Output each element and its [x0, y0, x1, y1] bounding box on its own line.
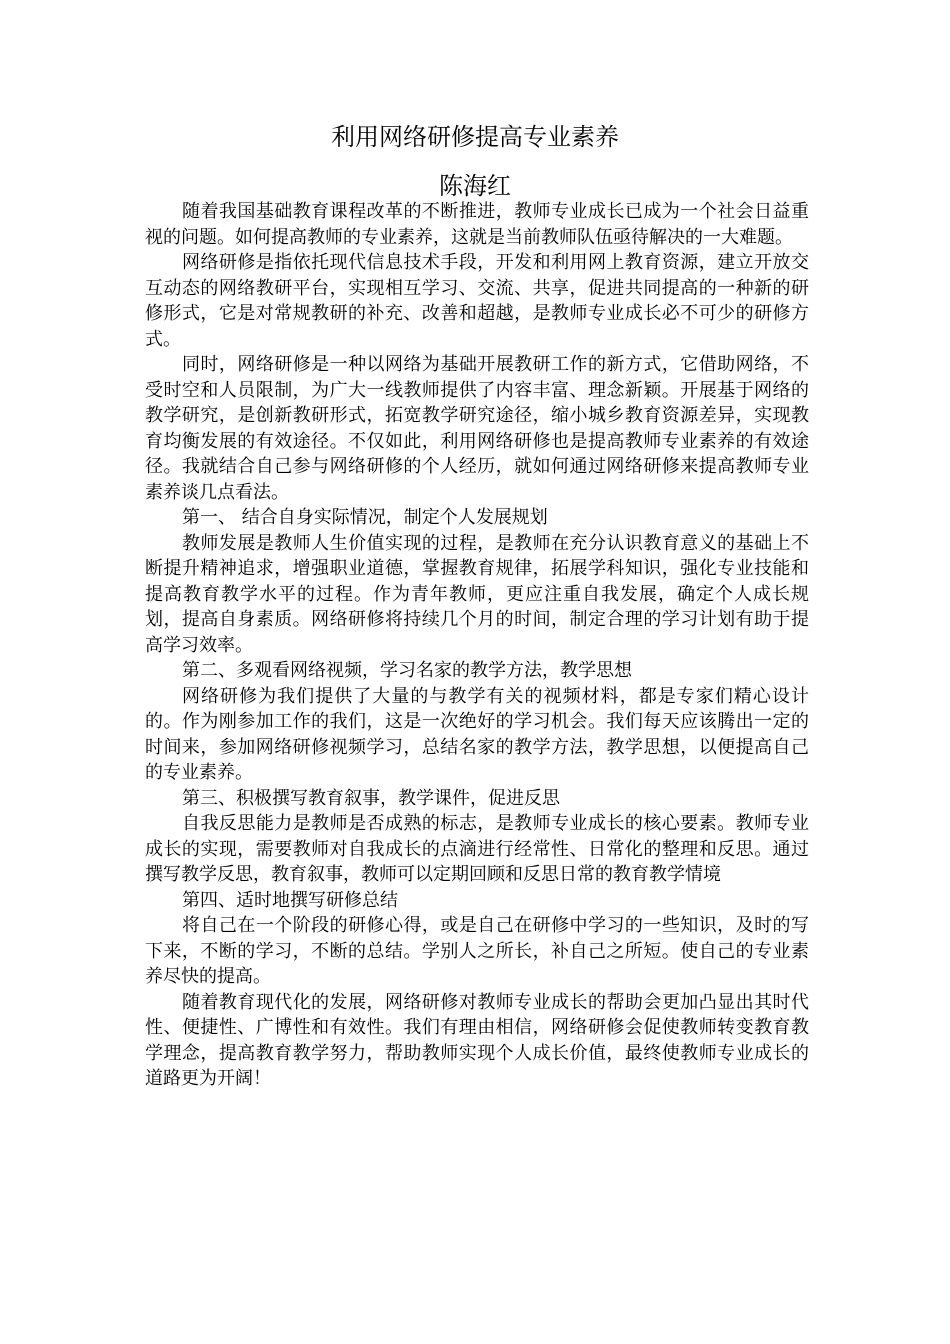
paragraph-section-3: 自我反思能力是教师是否成熟的标志，是教师专业成长的核心要素。教师专业成长的实现，需要教师对自我成长的点滴进行经常性、日常化的整理和反思。通过撰写教学反思，教育叙事，教师可以定期回顾和反思日常的教育教学情境: [145, 813, 809, 885]
section-heading-2: 第二、多观看网络视频，学习名家的教学方法，教学思想: [182, 660, 632, 681]
paragraph-conclusion: 随着教育现代化的发展，网络研修对教师专业成长的帮助会更加凸显出其时代性、便捷性、广博性和有效性。我们有理由相信，网络研修会促使教师转变教育教学理念，提高教育教学努力，帮助教师实现个人成长价值，最终使教师专业成长的道路更为开阔！: [145, 991, 809, 1089]
section-heading-4: 第四、适时地撰写研修总结: [182, 889, 398, 911]
document-body: [145, 199, 809, 1092]
paragraph-section-4: 将自己在一个阶段的研修心得，或是自己在研修中学习的一些知识，及时的写下来，不断的学习，不断的总结。学别人之所长，补自己之所短。使自己的专业素养尽快的提高。: [145, 915, 809, 987]
document-author: 陈海红: [439, 172, 511, 200]
section-heading-3: 第三、积极撰写教育叙事，教学课件，促进反思: [182, 787, 560, 809]
paragraph-section-1: 教师发展是教师人生价值实现的过程，是教师在充分认识教育意义的基础上不断提升精神追求，增强职业道德，掌握教育规律，拓展学科知识，强化专业技能和提高教育教学水平的过程。作为青年教师，更应注重自我发展，确定个人成长规划，提高自身素质。网络研修将持续几个月的时间，制定合理的学习计划有助于提高学习效率。: [145, 532, 809, 656]
document-title: 利用网络研修提高专业素养: [331, 123, 619, 151]
section-heading-1: 第一、 结合自身实际情况，制定个人发展规划: [182, 507, 548, 528]
paragraph-background: 同时，网络研修是一种以网络为基础开展教研工作的新方式，它借助网络，不受时空和人员限制，为广大一线教师提供了内容丰富、理念新颖。开展基于网络的教学研究，是创新教研形式，拓宽教学研究途径，缩小城乡教育资源差异，实现教育均衡发展的有效途径。不仅如此，利用网络研修也是提高教师专业素养的有效途径。我就结合自己参与网络研修的个人经历，就如何通过网络研修来提高教师专业素养谈几点看法。: [145, 354, 809, 503]
paragraph-intro: 随着我国基础教育课程改革的不断推进，教师专业成长已成为一个社会日益重视的问题。如何提高教师的专业素养，这就是当前教师队伍亟待解决的一大难题。: [145, 201, 809, 248]
paragraph-section-2: 网络研修为我们提供了大量的与教学有关的视频材料，都是专家们精心设计的。作为刚参加工作的我们，这是一次绝好的学习机会。我们每天应该腾出一定的时间来，参加网络研修视频学习，总结名家的教学方法，教学思想，以便提高自己的专业素养。: [145, 685, 809, 783]
paragraph-definition: 网络研修是指依托现代信息技术手段，开发和利用网上教育资源，建立开放交互动态的网络教研平台，实现相互学习、交流、共享，促进共同提高的一种新的研修形式，它是对常规教研的补充、改善和超越，是教师专业成长必不可少的研修方式。: [145, 252, 809, 350]
